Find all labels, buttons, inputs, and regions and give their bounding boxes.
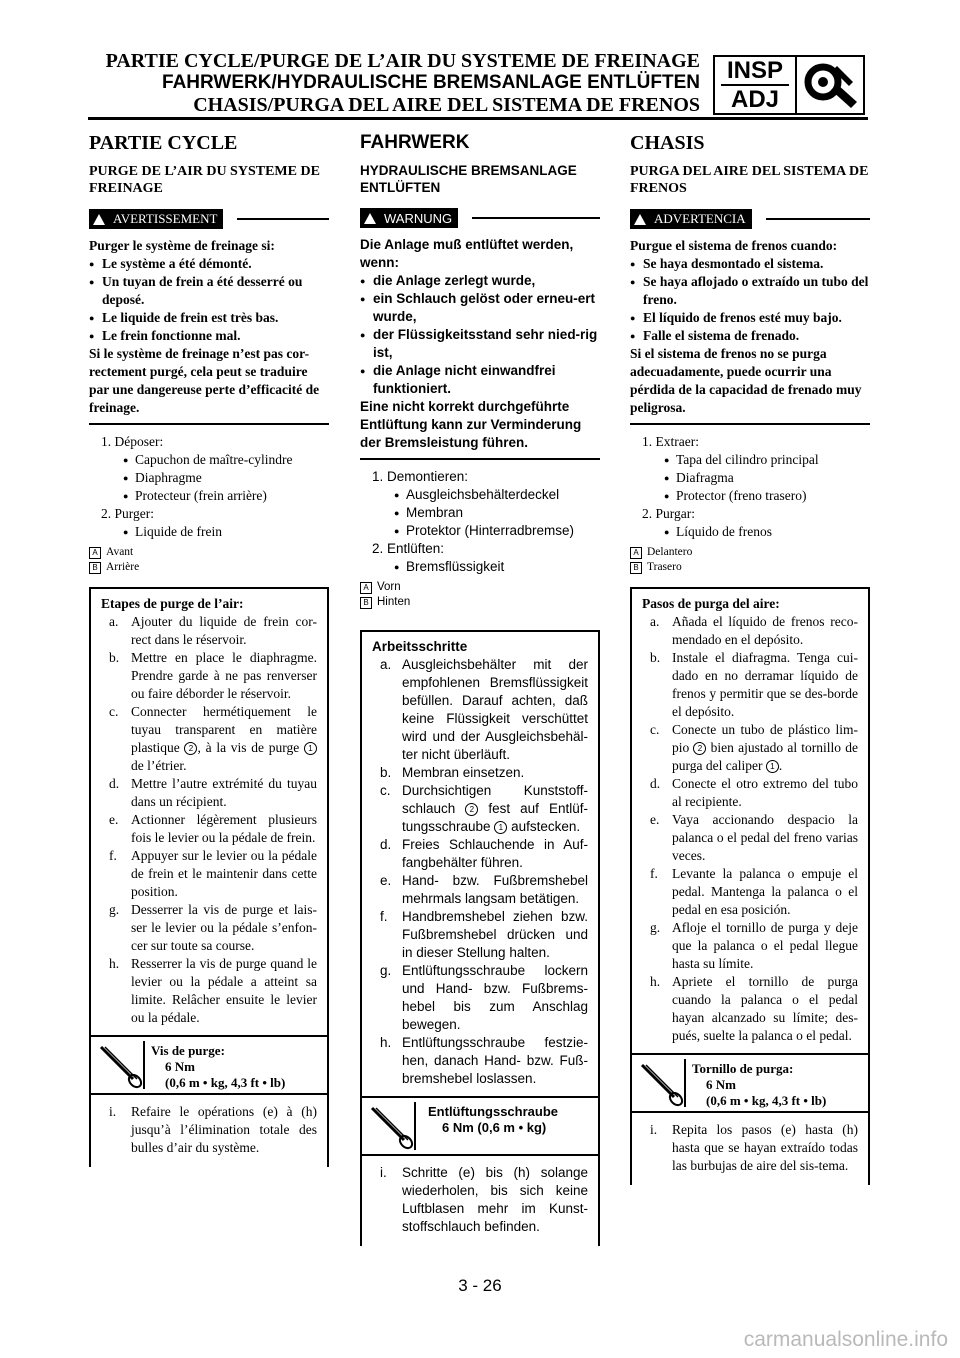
list-item: ● Un tuyan de frein a été desserré ou deposé. <box>89 273 329 309</box>
step-2-items <box>372 558 600 576</box>
procedure-step-letter: b. <box>650 650 661 665</box>
step-2-items <box>642 523 870 541</box>
torque-values <box>151 1043 285 1091</box>
step-1-items <box>642 451 870 505</box>
ref-key-b: B <box>89 562 101 574</box>
column-french <box>89 130 329 1167</box>
procedure-step <box>372 836 588 872</box>
final-step-text: Refaire le opérations (e) à (h) jusqu’à l’élimination totale des bulles d’air du système. <box>131 1104 317 1155</box>
procedure-step-text: Appuyer sur le levier ou la pédale de frein et le maintenir dans cette position. <box>131 848 317 899</box>
removal-steps <box>360 468 600 576</box>
torque-wrench-icon <box>364 1102 416 1150</box>
procedure-step-text: Entlüftungsschraube lockern und Hand- bzw. Fußbrems-hebel bis zum Anschlag bewegen. <box>402 963 588 1032</box>
procedure-step <box>101 955 317 1027</box>
procedure-step <box>642 721 858 775</box>
warning-intro: Die Anlage muß entlüftet werden, wenn: <box>360 237 574 270</box>
reference-keys <box>89 545 329 575</box>
ref-b-label: Hinten <box>377 596 411 608</box>
procedure-step <box>642 865 858 919</box>
final-step-text: Schritte (e) bis (h) solange wiederholen, bis sich keine Luftblasen mehr im Kunst-stoffschlauch befinden. <box>402 1165 588 1234</box>
procedure-step-letter: c. <box>650 722 660 737</box>
list-item: ● Se haya desmontado el sistema. <box>630 255 870 273</box>
reference-keys <box>630 545 870 575</box>
badge-insp: INSP <box>726 57 783 84</box>
procedure-step <box>101 811 317 847</box>
procedure-step <box>372 656 588 764</box>
procedure-step-text: Instale el diafragma. Tenga cui-dado en no derramar líquido de frenos y permitir que se des-borde el depósito. <box>672 650 858 719</box>
final-step-text: Repita los pasos (e) hasta (h) hasta que se hayan extraído todas las burbujas de aire del sis-tema. <box>672 1122 858 1173</box>
list-item: ● Diaphragme <box>101 469 329 487</box>
procedure-step <box>372 908 588 962</box>
procedure-step-letter: b. <box>380 765 392 780</box>
procedure-step <box>101 703 317 775</box>
callout-number: 2 <box>465 803 478 816</box>
list-item: ● Le frein fonctionne mal. <box>89 327 329 345</box>
procedure-step-text: Connecter hermétiquement le tuyau transparent en matière plastique 2 , à la vis de purge 1 de l’étrier. <box>131 704 317 773</box>
header-title-de: FAHRWERK/HYDRAULISCHE BREMSANLAGE ENTLÜFTEN <box>162 72 700 93</box>
procedure-step-letter: a. <box>380 657 392 672</box>
warning-label: ADVERTENCIA <box>654 211 746 226</box>
procedure-step-text: Conecte el otro extremo del tubo al recipiente. <box>672 776 858 809</box>
warning-badge <box>89 209 223 229</box>
badge-adj: ADJ <box>730 86 779 113</box>
page-header <box>80 50 700 116</box>
removal-steps <box>89 433 329 541</box>
final-step <box>91 1095 327 1167</box>
step-1: 1. Déposer: <box>101 434 164 449</box>
step-1-items <box>101 451 329 505</box>
warning-rule <box>766 218 870 220</box>
section-title: FAHRWERK <box>360 132 470 153</box>
procedure-step-text: Añada el líquido de frenos reco-mendado en el depósito. <box>672 614 858 647</box>
procedure-step <box>372 962 588 1034</box>
procedure-step-text: Resserrer la vis de purge quand le levier ou la pédale a atteint sa limite. Relâcher ensuite le levier ou la pédale. <box>131 956 317 1025</box>
procedure-step-letter: d. <box>650 776 661 791</box>
procedure-step-text: Mettre en place le diaphragme. Prendre garde à ne pas renverser ou faire déborder le réservoir. <box>131 650 317 701</box>
procedure-step-letter: f. <box>109 848 117 863</box>
step-2: 2. Purgar: <box>642 506 695 521</box>
callout-number: 1 <box>766 760 779 773</box>
wrench-and-bolt-icon <box>801 60 859 110</box>
procedure-steps <box>372 656 588 1088</box>
list-item: ● Protector (freno trasero) <box>642 487 870 505</box>
ref-key-a: A <box>89 547 101 559</box>
procedure-step-letter: g. <box>109 902 120 917</box>
procedure-step-text: Mettre l’autre extrémité du tuyau dans un récipient. <box>131 776 317 809</box>
final-step-letter: i. <box>650 1122 658 1137</box>
procedure-step-text: Ajouter du liquide de frein cor-rect dans le réservoir. <box>131 614 317 647</box>
warning-text <box>360 236 600 452</box>
list-item: ● Líquido de frenos <box>642 523 870 541</box>
procedure-step-letter: e. <box>109 812 119 827</box>
ref-key-b: B <box>630 562 642 574</box>
callout-number: 2 <box>693 742 706 755</box>
warning-rule <box>472 217 600 219</box>
ref-key-a: A <box>630 547 642 559</box>
procedure-step-text: Apriete el tornillo de purga cuando la palanca o el pedal hayan alcanzado su límite; des-pués, suelte la palanca o el pedal. <box>672 974 858 1043</box>
procedure-step-text: Afloje el tornillo de purga y deje que la palanca o el pedal llegue hasta su límite. <box>672 920 858 971</box>
warning-text <box>630 237 870 417</box>
list-item: ● ein Schlauch gelöst oder erneu-ert wurde, <box>360 290 600 326</box>
list-item: ● Bremsflüssigkeit <box>372 558 600 576</box>
procedure-step-letter: d. <box>109 776 120 791</box>
warning-header <box>630 209 870 229</box>
procedure-step <box>372 782 588 836</box>
warning-intro: Purgue el sistema de frenos cuando: <box>630 238 838 253</box>
procedure-step <box>642 775 858 811</box>
torque-spec <box>91 1035 327 1095</box>
procedure-step-letter: h. <box>109 956 120 971</box>
list-item: ● die Anlage nicht einwandfrei funktioniert. <box>360 362 600 398</box>
torque-value: 6 Nm (0,6 m • kg) <box>442 1120 547 1135</box>
procedure-step-text: Durchsichtigen Kunststoff-schlauch 2 fest auf Entlüf-tungsschraube 1 aufstecken. <box>402 783 588 834</box>
procedure-step-letter: d. <box>380 837 392 852</box>
column-german <box>360 130 600 1246</box>
procedure-step <box>372 872 588 908</box>
ref-a-label: Delantero <box>647 546 693 558</box>
section-subtitle: PURGE DE L’AIR DU SYSTEME DE FREINAGE <box>89 164 320 196</box>
procedure-step-text: Hand- bzw. Fußbremshebel mehrmals langsam betätigen. <box>402 873 588 906</box>
procedure-step <box>101 613 317 649</box>
procedure-steps <box>642 613 858 1045</box>
procedure-box <box>630 587 870 1185</box>
ref-a-label: Vorn <box>377 581 401 593</box>
procedure-box <box>360 630 600 1246</box>
ref-b-label: Trasero <box>647 561 682 573</box>
warning-label: WARNUNG <box>384 210 453 226</box>
torque-alt: (0,6 m • kg, 4,3 ft • lb) <box>165 1075 286 1090</box>
step-1: 1. Demontieren: <box>372 469 469 484</box>
ref-key-a: A <box>360 582 372 594</box>
procedure-step <box>642 613 858 649</box>
torque-label: Entlüftungsschraube <box>428 1104 559 1119</box>
step-2: 2. Purger: <box>101 506 154 521</box>
torque-label: Tornillo de purga: <box>692 1061 794 1076</box>
procedure-step <box>101 847 317 901</box>
torque-spec <box>362 1096 598 1156</box>
callout-number: 1 <box>494 821 507 834</box>
procedure-step <box>372 1034 588 1088</box>
procedure-step-letter: f. <box>650 866 658 881</box>
procedure-step <box>642 973 858 1045</box>
procedure-step-text: Freies Schlauchende in Auf-fangbehälter führen. <box>402 837 588 870</box>
list-item: ● Capuchon de maître-cylindre <box>101 451 329 469</box>
badge-text <box>715 57 797 113</box>
watermark: carmanualsonline.info <box>743 1328 948 1351</box>
procedure-step-letter: g. <box>650 920 661 935</box>
torque-label: Vis de purge: <box>151 1043 225 1058</box>
reference-keys <box>360 580 600 610</box>
procedure-step-letter: c. <box>109 704 119 719</box>
list-item: ● Falle el sistema de frenado. <box>630 327 870 345</box>
procedure-step-letter: b. <box>109 650 120 665</box>
list-item: ● Protektor (Hinterradbremse) <box>372 522 600 540</box>
list-item: ● Protecteur (frein arrière) <box>101 487 329 505</box>
torque-values <box>692 1061 826 1109</box>
procedure-step-text: Handbremshebel ziehen bzw. Fußbremshebel drücken und in dieser Stellung halten. <box>402 909 588 960</box>
procedure-step-letter: h. <box>380 1035 392 1050</box>
callout-number: 2 <box>184 742 197 755</box>
procedure-step <box>642 919 858 973</box>
procedure-box <box>89 587 329 1167</box>
column-spanish <box>630 130 870 1185</box>
list-item: ● Le système a été démonté. <box>89 255 329 273</box>
ref-key-b: B <box>360 597 372 609</box>
procedure-step-text: Ausgleichsbehälter mit der empfohlenen Bremsflüssigkeit befüllen. Darauf achten, daß keine Flüssigkeit verschüttet wird und der Ausgleichsbehäl-ter nicht überläuft. <box>402 657 588 762</box>
procedure-steps <box>101 613 317 1027</box>
procedure-step-letter: a. <box>650 614 660 629</box>
warning-list <box>630 255 870 345</box>
procedure-step-text: Levante la palanca o empuje el pedal. Mantenga la palanca o el pedal en esa posición. <box>672 866 858 917</box>
procedure-title: Etapes de purge de l’air: <box>101 596 244 611</box>
torque-wrench-icon <box>634 1059 686 1107</box>
list-item: ● Ausgleichsbehälterdeckel <box>372 486 600 504</box>
removal-steps <box>630 433 870 541</box>
torque-wrench-icon <box>93 1041 145 1089</box>
procedure-step-letter: f. <box>380 909 388 924</box>
procedure-step-text: Desserrer la vis de purge et lais-ser le levier ou la pédale s’enfon-cer sur toute sa course. <box>131 902 317 953</box>
callout-number: 1 <box>304 742 317 755</box>
procedure-step-letter: e. <box>380 873 392 888</box>
page-number: 3 - 26 <box>458 1276 502 1295</box>
warning-end-rule <box>360 458 600 460</box>
procedure-step-letter: g. <box>380 963 392 978</box>
procedure-step-text: Vaya accionando despacio la palanca o el pedal del freno varias veces. <box>672 812 858 863</box>
list-item: ● Liquide de frein <box>101 523 329 541</box>
procedure-step-letter: a. <box>109 614 119 629</box>
list-item: ● der Flüssigkeitsstand sehr nied-rig ist, <box>360 326 600 362</box>
procedure-title: Arbeitsschritte <box>372 639 468 654</box>
section-title: CHASIS <box>630 132 705 154</box>
warning-outro: Eine nicht korrekt durchgeführte Entlüftung kann zur Verminderung der Bremsleistung führen. <box>360 399 582 450</box>
list-item: ● die Anlage zerlegt wurde, <box>360 272 600 290</box>
list-item: ● Membran <box>372 504 600 522</box>
warning-list <box>89 255 329 345</box>
header-title-fr: PARTIE CYCLE/PURGE DE L’AIR DU SYSTEME DE FREINAGE <box>105 50 700 72</box>
procedure-step-letter: h. <box>650 974 661 989</box>
procedure-step-letter: e. <box>650 812 660 827</box>
procedure-step-text: Actionner légèrement plusieurs fois le levier ou la pédale de frein. <box>131 812 317 845</box>
list-item: ● Diafragma <box>642 469 870 487</box>
warning-badge <box>360 208 458 228</box>
procedure-step <box>101 901 317 955</box>
procedure-title: Pasos de purga del aire: <box>642 596 780 611</box>
warning-outro: Si le système de freinage n’est pas cor-rectement purgé, cela peut se traduire par une dangereuse perte d’efficacité de freinage. <box>89 346 320 415</box>
procedure-step-text: Entlüftungsschraube festzie-hen, danach Hand- bzw. Fuß-bremshebel loslassen. <box>402 1035 588 1086</box>
warning-list <box>360 272 600 398</box>
torque-value: 6 Nm <box>165 1059 195 1074</box>
list-item: ● Tapa del cilindro principal <box>642 451 870 469</box>
header-title-es: CHASIS/PURGA DEL AIRE DEL SISTEMA DE FRENOS <box>193 94 700 116</box>
section-subtitle: PURGA DEL AIRE DEL SISTEMA DE FRENOS <box>630 164 869 196</box>
final-step-letter: i. <box>380 1165 387 1180</box>
final-step <box>632 1113 868 1185</box>
step-2-items <box>101 523 329 541</box>
ref-b-label: Arrière <box>106 561 140 573</box>
procedure-step <box>101 649 317 703</box>
final-step <box>362 1156 598 1246</box>
insp-adj-badge <box>713 55 865 115</box>
torque-values <box>428 1104 558 1136</box>
list-item: ● Se haya aflojado o extraído un tubo del freno. <box>630 273 870 309</box>
procedure-step <box>101 775 317 811</box>
procedure-step <box>642 811 858 865</box>
procedure-step <box>642 649 858 721</box>
procedure-step <box>372 764 588 782</box>
warning-intro: Purger le système de freinage si: <box>89 238 275 253</box>
procedure-step-text: Membran einsetzen. <box>402 765 525 780</box>
step-2: 2. Entlüften: <box>372 541 445 556</box>
warning-outro: Si el sistema de frenos no se purga adecuadamente, puede ocurrir una pérdida de la capacidad de frenado muy peligrosa. <box>630 346 862 415</box>
warning-header <box>89 209 329 229</box>
warning-triangle-icon <box>93 214 105 225</box>
step-1-items <box>372 486 600 540</box>
warning-text <box>89 237 329 417</box>
warning-end-rule <box>630 423 870 425</box>
section-subtitle: HYDRAULISCHE BREMSANLAGE ENTLÜFTEN <box>360 163 577 195</box>
torque-value: 6 Nm <box>706 1077 736 1092</box>
step-1: 1. Extraer: <box>642 434 699 449</box>
warning-triangle-icon <box>634 214 646 225</box>
list-item: ● Le liquide de frein est très bas. <box>89 309 329 327</box>
procedure-step-letter: c. <box>380 783 391 798</box>
torque-spec <box>632 1053 868 1113</box>
warning-header <box>360 208 600 228</box>
ref-a-label: Avant <box>106 546 134 558</box>
header-rule <box>88 117 868 120</box>
warning-rule <box>237 218 329 220</box>
procedure-step-text: Conecte un tubo de plástico lim-pio 2 bien ajustado al tornillo de purga del caliper 1 . <box>672 722 858 773</box>
list-item: ● El líquido de frenos esté muy bajo. <box>630 309 870 327</box>
torque-alt: (0,6 m • kg, 4,3 ft • lb) <box>706 1093 827 1108</box>
warning-label: AVERTISSEMENT <box>113 211 218 226</box>
warning-badge <box>630 209 752 229</box>
warning-triangle-icon <box>364 213 376 224</box>
section-title: PARTIE CYCLE <box>89 132 238 154</box>
warning-end-rule <box>89 423 329 425</box>
final-step-letter: i. <box>109 1104 117 1119</box>
